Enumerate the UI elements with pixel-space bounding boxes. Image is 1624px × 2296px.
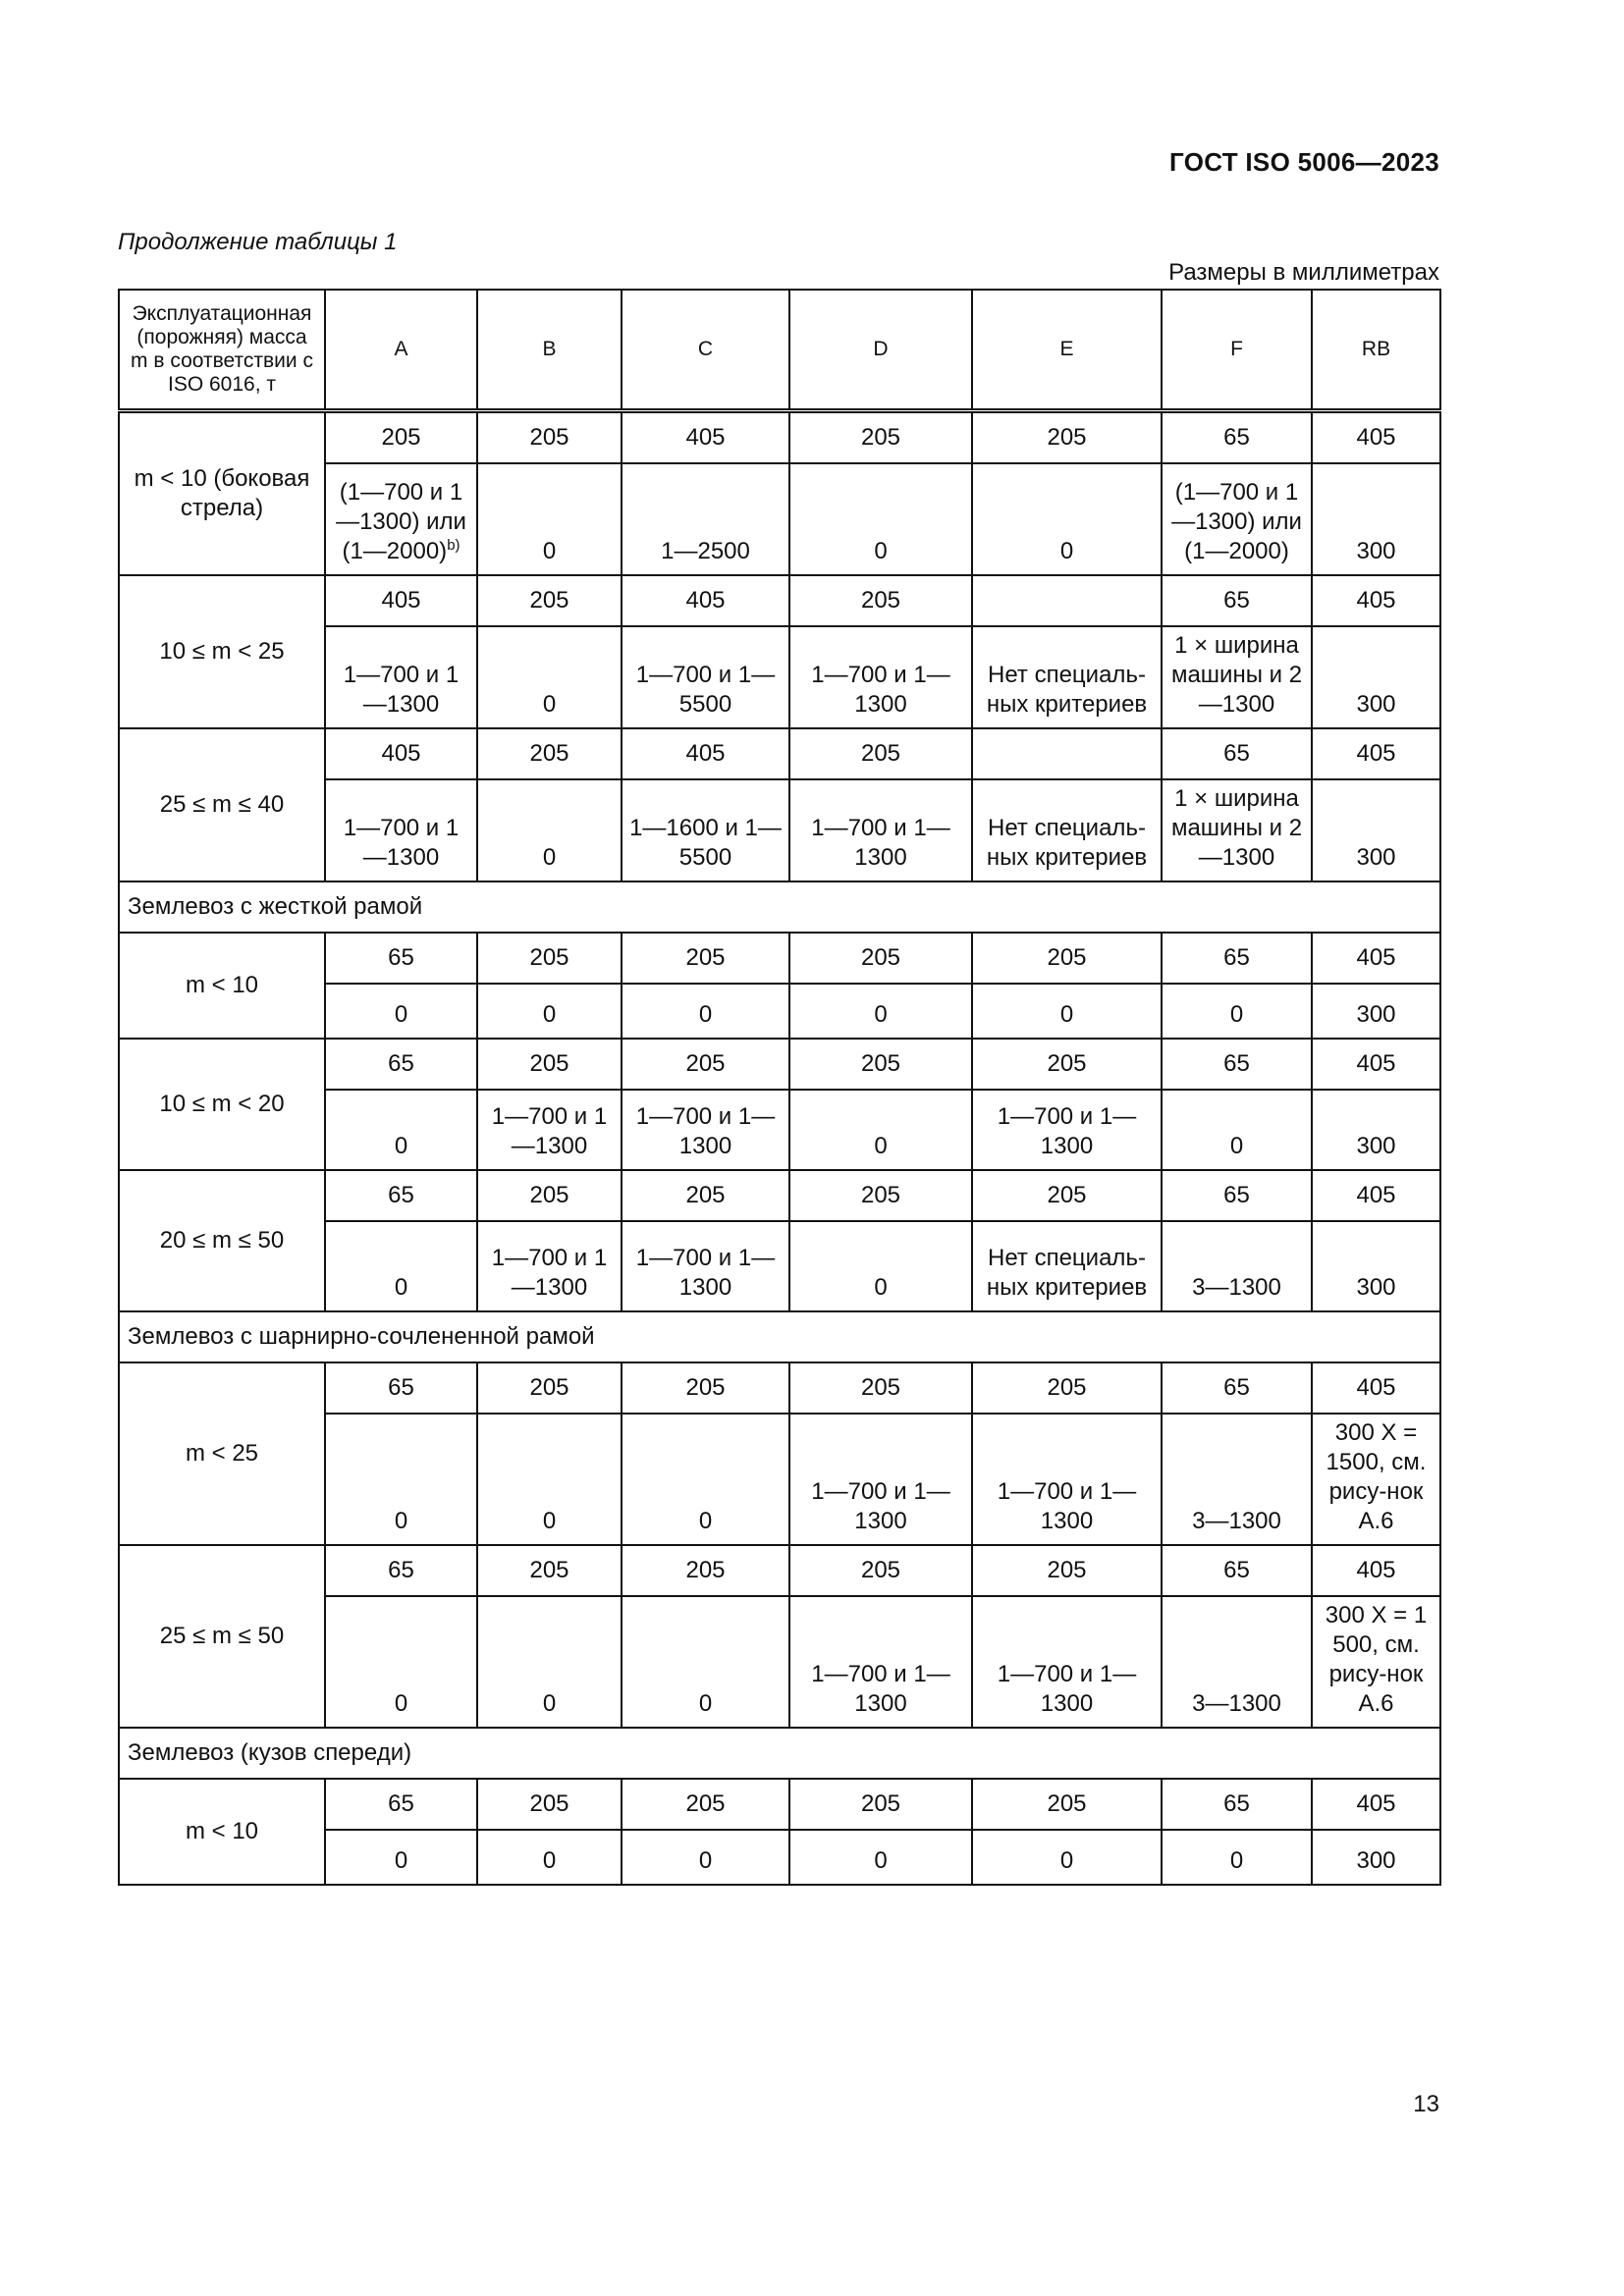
table-1-continuation	[118, 289, 1441, 1886]
cell-c: 405	[622, 728, 789, 779]
cell-f	[1162, 626, 1312, 728]
cell-c: 205	[622, 1039, 789, 1090]
cell-a	[325, 984, 477, 1039]
cell-e	[972, 575, 1162, 626]
cell-value: 0	[394, 1133, 408, 1159]
cell-f: 65	[1162, 1170, 1312, 1221]
section-row	[119, 1728, 1440, 1779]
cell-b	[477, 626, 622, 728]
cell-b: 205	[477, 1170, 622, 1221]
cell-b	[477, 984, 622, 1039]
cell-d	[789, 1414, 972, 1545]
cell-rb	[1312, 626, 1440, 728]
cell-value: 300 X = 1500, см. рису-нок А.6	[1326, 1419, 1427, 1534]
cell-value: 300	[1356, 538, 1396, 564]
cell-b: 205	[477, 411, 622, 464]
cell-d: 205	[789, 1362, 972, 1414]
cell-value: 1 × ширина машины и 2—1300	[1170, 785, 1303, 871]
cell-f: 65	[1162, 411, 1312, 464]
cell-d	[789, 1221, 972, 1311]
cell-value: 1—700 и 1—1300	[811, 815, 950, 871]
cell-d: 205	[789, 575, 972, 626]
cell-a: 65	[325, 1545, 477, 1596]
cell-a: 65	[325, 1039, 477, 1090]
cell-c: 205	[622, 1779, 789, 1830]
cell-value: 0	[542, 844, 557, 871]
section-row	[119, 1311, 1440, 1362]
cell-rb: 405	[1312, 933, 1440, 984]
cell-e	[972, 1090, 1162, 1170]
cell-f: 65	[1162, 1779, 1312, 1830]
cell-e: 205	[972, 1170, 1162, 1221]
cell-d	[789, 1596, 972, 1728]
cell-b: 205	[477, 1545, 622, 1596]
cell-value: 0	[394, 1274, 408, 1301]
mass-range-cell: 10 ≤ m < 20	[119, 1039, 325, 1170]
cell-c	[622, 779, 789, 881]
cell-f: 65	[1162, 1039, 1312, 1090]
section-title: Землевоз с шарнирно-сочлененной рамой	[119, 1311, 1440, 1362]
table-row	[119, 1039, 1440, 1090]
cell-value: Нет специаль-ных критериев	[986, 1245, 1148, 1301]
cell-value: 0	[394, 1508, 408, 1534]
column-header-c: C	[622, 290, 789, 411]
cell-b: 205	[477, 933, 622, 984]
cell-value: 0	[698, 1847, 713, 1874]
section-row	[119, 881, 1440, 933]
cell-rb: 405	[1312, 1545, 1440, 1596]
table-row	[119, 933, 1440, 984]
cell-c: 405	[622, 411, 789, 464]
cell-value: 0	[542, 1847, 557, 1874]
cell-value: 300	[1356, 1847, 1396, 1874]
cell-c	[622, 626, 789, 728]
cell-e	[972, 1414, 1162, 1545]
cell-e	[972, 984, 1162, 1039]
cell-a	[325, 1090, 477, 1170]
column-header-d: D	[789, 290, 972, 411]
cell-value: 0	[874, 1001, 888, 1028]
cell-b	[477, 1221, 622, 1311]
cell-value: 3—1300	[1192, 1508, 1281, 1534]
cell-value: 1—700 и 1—1300	[343, 815, 460, 871]
cell-c: 205	[622, 933, 789, 984]
cell-value: 1—700 и 1—1300	[997, 1478, 1137, 1534]
cell-e	[972, 1221, 1162, 1311]
cell-f: 65	[1162, 933, 1312, 984]
cell-b	[477, 1090, 622, 1170]
cell-value: 0	[874, 538, 888, 564]
cell-d	[789, 626, 972, 728]
cell-value: 0	[542, 1508, 557, 1534]
cell-value: 0	[1059, 1847, 1074, 1874]
column-header-e: E	[972, 290, 1162, 411]
table-row	[119, 1779, 1440, 1830]
cell-c: 205	[622, 1362, 789, 1414]
cell-value: 0	[874, 1133, 888, 1159]
cell-a	[325, 1596, 477, 1728]
cell-d	[789, 984, 972, 1039]
page-number: 13	[1413, 2091, 1439, 2117]
cell-value: 300	[1356, 1001, 1396, 1028]
cell-value: 0	[698, 1001, 713, 1028]
cell-rb	[1312, 463, 1440, 575]
cell-a: 405	[325, 575, 477, 626]
cell-f	[1162, 1221, 1312, 1311]
cell-e	[972, 626, 1162, 728]
cell-a	[325, 626, 477, 728]
cell-value: 1—700 и 1—1300	[635, 1103, 776, 1159]
cell-value: 1—1600 и 1—5500	[629, 815, 782, 871]
cell-e	[972, 463, 1162, 575]
cell-rb	[1312, 779, 1440, 881]
cell-b: 205	[477, 575, 622, 626]
footnote-marker: b)	[447, 537, 460, 554]
cell-value: 300 X = 1 500, см. рису-нок А.6	[1325, 1602, 1428, 1717]
cell-value: 1—700 и 1—1300	[491, 1103, 608, 1159]
cell-a: 405	[325, 728, 477, 779]
cell-rb: 405	[1312, 575, 1440, 626]
cell-c: 405	[622, 575, 789, 626]
cell-value: 0	[394, 1847, 408, 1874]
cell-f	[1162, 1414, 1312, 1545]
cell-b: 205	[477, 1039, 622, 1090]
cell-value: 0	[1059, 1001, 1074, 1028]
cell-value: 1—2500	[661, 538, 750, 564]
cell-c: 205	[622, 1170, 789, 1221]
cell-value: 3—1300	[1192, 1274, 1281, 1301]
cell-value: 300	[1356, 844, 1396, 871]
cell-rb: 405	[1312, 1170, 1440, 1221]
table-row	[119, 1362, 1440, 1414]
units-caption: Размеры в миллиметрах	[1168, 259, 1439, 286]
cell-value: 1 × ширина машины и 2—1300	[1170, 632, 1303, 718]
cell-rb: 405	[1312, 1362, 1440, 1414]
cell-b: 205	[477, 1362, 622, 1414]
cell-rb: 405	[1312, 1039, 1440, 1090]
cell-value: 0	[394, 1690, 408, 1717]
cell-value: 1—700 и 1—1300	[811, 1661, 950, 1717]
column-header-a: A	[325, 290, 477, 411]
section-title: Землевоз с жесткой рамой	[119, 881, 1440, 933]
table-row	[119, 1170, 1440, 1221]
cell-value: 0	[542, 1001, 557, 1028]
cell-value: 300	[1356, 691, 1396, 718]
cell-value: (1—700 и 1—1300) или (1—2000)	[336, 479, 466, 564]
cell-a: 205	[325, 411, 477, 464]
mass-range-cell: 25 ≤ m ≤ 50	[119, 1545, 325, 1728]
cell-rb: 405	[1312, 728, 1440, 779]
cell-c	[622, 1090, 789, 1170]
cell-value: 1—700 и 1—1300	[491, 1245, 608, 1301]
cell-d: 205	[789, 411, 972, 464]
cell-e	[972, 1596, 1162, 1728]
cell-c	[622, 1830, 789, 1885]
cell-f	[1162, 779, 1312, 881]
cell-rb: 405	[1312, 1779, 1440, 1830]
cell-value: 0	[1059, 538, 1074, 564]
cell-e: 205	[972, 1545, 1162, 1596]
cell-e: 205	[972, 1039, 1162, 1090]
cell-value: 0	[874, 1274, 888, 1301]
mass-range-cell: 10 ≤ m < 25	[119, 575, 325, 728]
cell-f: 65	[1162, 728, 1312, 779]
cell-rb	[1312, 1221, 1440, 1311]
cell-d	[789, 463, 972, 575]
cell-c	[622, 1414, 789, 1545]
cell-value: 1—700 и 1—1300	[811, 662, 950, 718]
cell-rb	[1312, 1596, 1440, 1728]
column-header-mass: Эксплуатационная (порожняя) масса m в соответствии с ISO 6016, т	[119, 290, 325, 411]
cell-f: 65	[1162, 575, 1312, 626]
cell-value: 0	[874, 1847, 888, 1874]
table-row	[119, 1545, 1440, 1596]
mass-range-cell: m < 25	[119, 1362, 325, 1545]
cell-b	[477, 779, 622, 881]
cell-f	[1162, 984, 1312, 1039]
cell-d: 205	[789, 1170, 972, 1221]
cell-f	[1162, 463, 1312, 575]
cell-value: 300	[1356, 1274, 1396, 1301]
cell-value: 0	[1229, 1847, 1244, 1874]
cell-b: 205	[477, 728, 622, 779]
mass-range-cell: m < 10	[119, 1779, 325, 1885]
cell-value: 0	[698, 1690, 713, 1717]
cell-value: 0	[1229, 1001, 1244, 1028]
cell-f	[1162, 1090, 1312, 1170]
cell-e	[972, 1830, 1162, 1885]
mass-range-cell: m < 10	[119, 933, 325, 1039]
cell-a	[325, 1221, 477, 1311]
cell-e: 205	[972, 933, 1162, 984]
cell-value: Нет специаль-ных критериев	[986, 815, 1148, 871]
cell-value: 0	[698, 1508, 713, 1534]
cell-d	[789, 1830, 972, 1885]
cell-a	[325, 463, 477, 575]
cell-value: 1—700 и 1—5500	[635, 662, 776, 718]
cell-value: 0	[542, 691, 557, 718]
table-row	[119, 411, 1440, 464]
mass-range-cell: 20 ≤ m ≤ 50	[119, 1170, 325, 1311]
cell-value: 1—700 и 1—1300	[997, 1661, 1137, 1717]
cell-value: 0	[1229, 1133, 1244, 1159]
cell-f: 65	[1162, 1362, 1312, 1414]
column-header-f: F	[1162, 290, 1312, 411]
cell-c	[622, 1596, 789, 1728]
header-row	[119, 290, 1440, 411]
cell-b	[477, 1830, 622, 1885]
cell-rb	[1312, 1090, 1440, 1170]
cell-value: Нет специаль-ных критериев	[986, 662, 1148, 718]
cell-e	[972, 728, 1162, 779]
column-header-rb: RB	[1312, 290, 1440, 411]
cell-e: 205	[972, 1779, 1162, 1830]
cell-a	[325, 1830, 477, 1885]
cell-d	[789, 1090, 972, 1170]
table-row	[119, 728, 1440, 779]
mass-range-cell: 25 ≤ m ≤ 40	[119, 728, 325, 881]
cell-c	[622, 984, 789, 1039]
cell-value: 300	[1356, 1133, 1396, 1159]
cell-c	[622, 1221, 789, 1311]
cell-a: 65	[325, 933, 477, 984]
cell-e: 205	[972, 1362, 1162, 1414]
cell-rb	[1312, 1414, 1440, 1545]
cell-a	[325, 779, 477, 881]
cell-value: (1—700 и 1—1300) или (1—2000)	[1171, 479, 1302, 564]
document-code: ГОСТ ISO 5006—2023	[1169, 147, 1439, 177]
table-continuation-caption: Продолжение таблицы 1	[118, 229, 398, 255]
cell-value: 0	[542, 538, 557, 564]
cell-rb	[1312, 1830, 1440, 1885]
cell-b	[477, 1414, 622, 1545]
cell-value: 1—700 и 1—1300	[635, 1245, 776, 1301]
cell-d: 205	[789, 1779, 972, 1830]
cell-value: 0	[542, 1690, 557, 1717]
column-header-b: B	[477, 290, 622, 411]
cell-a	[325, 1414, 477, 1545]
cell-a: 65	[325, 1170, 477, 1221]
cell-b	[477, 463, 622, 575]
cell-value: 0	[394, 1001, 408, 1028]
cell-a: 65	[325, 1362, 477, 1414]
cell-rb	[1312, 984, 1440, 1039]
cell-d	[789, 779, 972, 881]
cell-e	[972, 779, 1162, 881]
cell-a: 65	[325, 1779, 477, 1830]
cell-value: 1—700 и 1—1300	[811, 1478, 950, 1534]
cell-b: 205	[477, 1779, 622, 1830]
cell-f	[1162, 1596, 1312, 1728]
cell-d: 205	[789, 1039, 972, 1090]
cell-b	[477, 1596, 622, 1728]
cell-c	[622, 463, 789, 575]
cell-rb: 405	[1312, 411, 1440, 464]
table-row	[119, 575, 1440, 626]
cell-c: 205	[622, 1545, 789, 1596]
cell-f: 65	[1162, 1545, 1312, 1596]
cell-value: 1—700 и 1—1300	[343, 662, 460, 718]
cell-e: 205	[972, 411, 1162, 464]
cell-value: 1—700 и 1—1300	[997, 1103, 1137, 1159]
cell-d: 205	[789, 1545, 972, 1596]
cell-d: 205	[789, 933, 972, 984]
cell-f	[1162, 1830, 1312, 1885]
section-title: Землевоз (кузов спереди)	[119, 1728, 1440, 1779]
mass-range-cell: m < 10 (боковая стрела)	[119, 411, 325, 576]
cell-value: 3—1300	[1192, 1690, 1281, 1717]
cell-d: 205	[789, 728, 972, 779]
